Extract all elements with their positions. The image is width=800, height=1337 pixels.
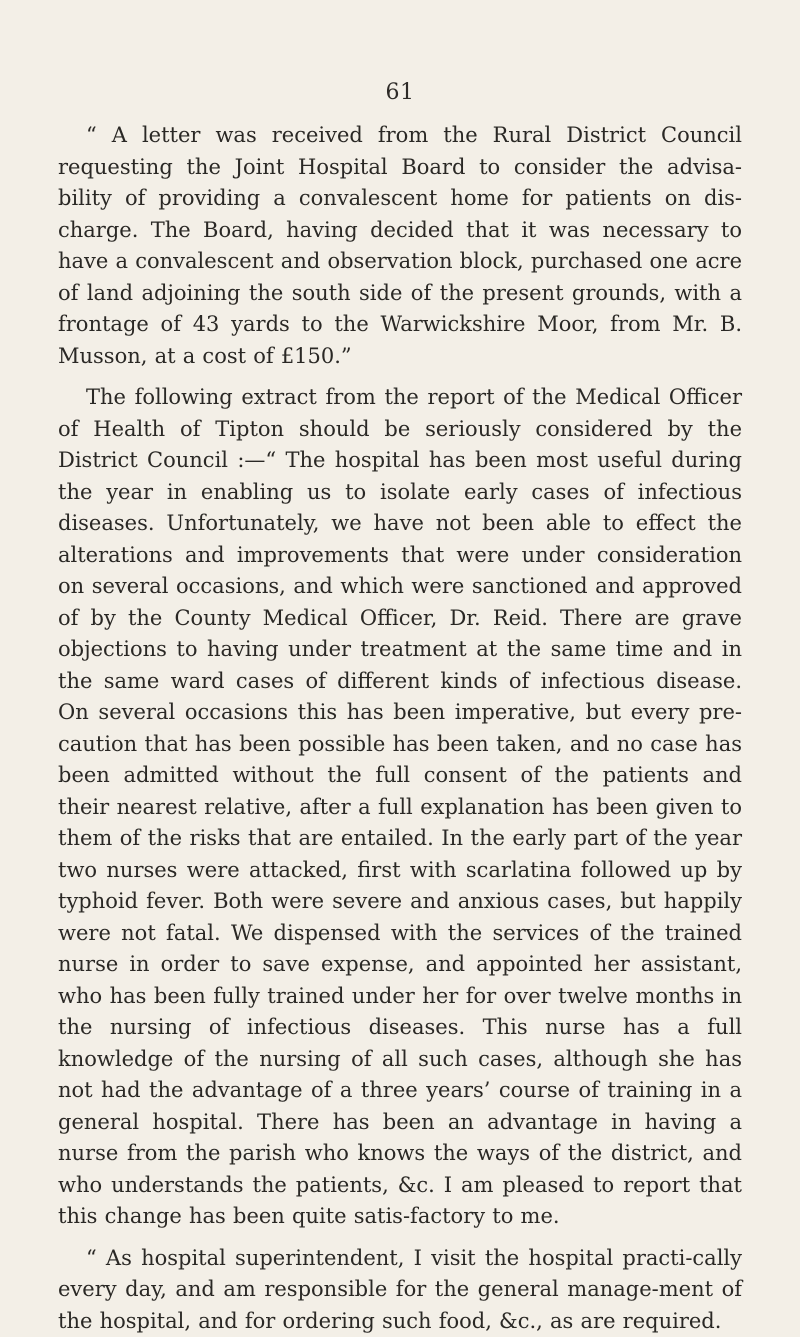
document-body [58, 120, 742, 1337]
paragraph-letter: “ A letter was received from the Rural District Council requesting the Joint Hospital Board to consider the advisa-bility of providing a convalescent home for patients on dis-charge. The Board, having decided that it was necessary to have a convalescent and observation block, purchased one acre of land adjoining the south side of the present grounds, with a frontage of 43 yards to the Warwickshire Moor, from Mr. B. Musson, at a cost of £150.” [58, 120, 742, 372]
page-number: 61 [0, 78, 800, 108]
paragraph-medical-officer-report: The following extract from the report of the Medical Officer of Health of Tipton should be seriously considered by the District Council :—“ The hospital has been most useful during the year in enabling us to isolate early cases of infectious diseases. Unfortunately, we have not been able to effect the alterations and improvements that were under consideration on several occasions, and which were sanctioned and approved of by the County Medical Officer, Dr. Reid. There are grave objections to having under treatment at the same time and in the same ward cases of different kinds of infectious disease. On several occasions this has been imperative, but every pre-caution that has been possible has been taken, and no case has been admitted without the full consent of the patients and their nearest relative, after a full explanation has been given to them of the risks that are entailed. In the early part of the year two nurses were attacked, first with scarlatina followed up by typhoid fever. Both were severe and anxious cases, but happily were not fatal. We dispensed with the services of the trained nurse in order to save expense, and appointed her assistant, who has been fully trained under her for over twelve months in the nursing of infectious diseases. This nurse has a full knowledge of the nursing of all such cases, although she has not had the advantage of a three years’ course of training in a general hospital. There has been an advantage in having a nurse from the parish who knows the ways of the district, and who understands the patients, &c. I am pleased to report that this change has been quite satis-factory to me. [58, 382, 742, 1233]
paragraph-hospital-superintendent: “ As hospital superintendent, I visit the hospital practi-cally every day, and am responsible for the general manage-ment of the hospital, and for ordering such food, &c., as are required. [58, 1243, 742, 1337]
